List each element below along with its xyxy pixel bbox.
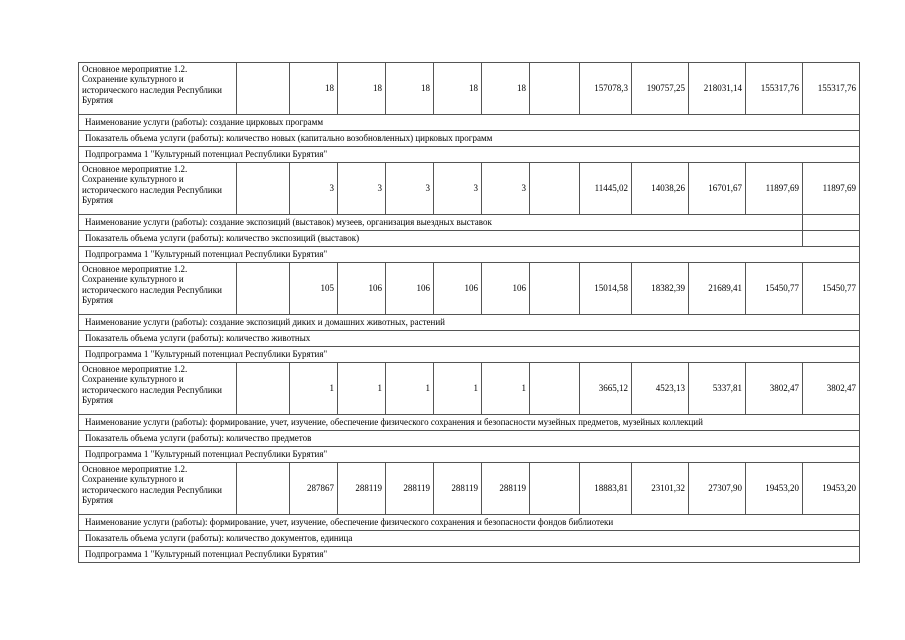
finance-value: 18382,39	[632, 263, 689, 315]
indicator-value: 3	[482, 163, 530, 215]
empty-cell	[803, 231, 860, 247]
indicator-value: 3	[338, 163, 386, 215]
empty-cell	[237, 63, 290, 115]
finance-value: 11897,69	[746, 163, 803, 215]
service-name-row-text: Наименование услуги (работы): создание экспозиций (выставок) музеев, организация выездных выставок	[79, 215, 803, 231]
activity-name: Основное мероприятие 1.2. Сохранение культурного и исторического наследия Республики Бурятия	[79, 363, 237, 415]
empty-cell	[237, 463, 290, 515]
indicator-value: 18	[482, 63, 530, 115]
activity-row	[79, 163, 860, 215]
finance-value: 16701,67	[689, 163, 746, 215]
finance-value: 155317,76	[803, 63, 860, 115]
subprogram-row	[79, 447, 860, 463]
subprogram-row	[79, 247, 860, 263]
volume-indicator-row-text: Показатель объема услуги (работы): количество новых (капитально возобновленных) цирковых программ	[79, 131, 860, 147]
service-name-row-text: Наименование услуги (работы): создание экспозиций диких и домашних животных, растений	[79, 315, 860, 331]
empty-cell	[530, 263, 580, 315]
finance-value: 190757,25	[632, 63, 689, 115]
finance-value: 155317,76	[746, 63, 803, 115]
finance-value: 27307,90	[689, 463, 746, 515]
activity-row	[79, 363, 860, 415]
indicator-value: 1	[434, 363, 482, 415]
indicator-value: 106	[386, 263, 434, 315]
finance-value: 3665,12	[580, 363, 632, 415]
indicator-value: 18	[434, 63, 482, 115]
finance-value: 4523,13	[632, 363, 689, 415]
indicator-value: 288119	[386, 463, 434, 515]
empty-cell	[530, 63, 580, 115]
service-name-row	[79, 115, 860, 131]
volume-indicator-row-text: Показатель объема услуги (работы): количество документов, единица	[79, 531, 860, 547]
volume-indicator-row-text: Показатель объема услуги (работы): количество экспозиций (выставок)	[79, 231, 803, 247]
activity-row	[79, 63, 860, 115]
service-name-row	[79, 215, 860, 231]
subprogram-row-text: Подпрограмма 1 "Культурный потенциал Республики Бурятия"	[79, 547, 860, 563]
indicator-value: 106	[338, 263, 386, 315]
finance-value: 3802,47	[746, 363, 803, 415]
indicator-value: 288119	[434, 463, 482, 515]
empty-cell	[237, 363, 290, 415]
indicator-value: 3	[290, 163, 338, 215]
activity-row	[79, 263, 860, 315]
finance-value: 5337,81	[689, 363, 746, 415]
service-name-row-text: Наименование услуги (работы): формирование, учет, изучение, обеспечение физического сохранения и безопасности фондов библиотеки	[79, 515, 860, 531]
indicator-value: 1	[482, 363, 530, 415]
state-assignment-table	[78, 62, 860, 563]
finance-value: 218031,14	[689, 63, 746, 115]
subprogram-row	[79, 547, 860, 563]
subprogram-row-text: Подпрограмма 1 "Культурный потенциал Республики Бурятия"	[79, 247, 860, 263]
indicator-value: 18	[338, 63, 386, 115]
finance-value: 21689,41	[689, 263, 746, 315]
activity-name: Основное мероприятие 1.2. Сохранение культурного и исторического наследия Республики Бурятия	[79, 163, 237, 215]
finance-value: 11445,02	[580, 163, 632, 215]
indicator-value: 3	[386, 163, 434, 215]
service-name-row-text: Наименование услуги (работы): создание цирковых программ	[79, 115, 860, 131]
volume-indicator-row	[79, 531, 860, 547]
indicator-value: 1	[386, 363, 434, 415]
indicator-value: 106	[482, 263, 530, 315]
activity-name: Основное мероприятие 1.2. Сохранение культурного и исторического наследия Республики Бурятия	[79, 463, 237, 515]
volume-indicator-row	[79, 331, 860, 347]
activity-name: Основное мероприятие 1.2. Сохранение культурного и исторического наследия Республики Бурятия	[79, 263, 237, 315]
finance-value: 14038,26	[632, 163, 689, 215]
subprogram-row-text: Подпрограмма 1 "Культурный потенциал Республики Бурятия"	[79, 147, 860, 163]
finance-value: 15014,58	[580, 263, 632, 315]
volume-indicator-row	[79, 431, 860, 447]
indicator-value: 288119	[482, 463, 530, 515]
empty-cell	[530, 463, 580, 515]
activity-row	[79, 463, 860, 515]
volume-indicator-row-text: Показатель объема услуги (работы): количество животных	[79, 331, 860, 347]
subprogram-row	[79, 347, 860, 363]
activity-name: Основное мероприятие 1.2. Сохранение культурного и исторического наследия Республики Бурятия	[79, 63, 237, 115]
finance-value: 11897,69	[803, 163, 860, 215]
finance-value: 19453,20	[803, 463, 860, 515]
finance-value: 19453,20	[746, 463, 803, 515]
finance-value: 3802,47	[803, 363, 860, 415]
volume-indicator-row	[79, 131, 860, 147]
subprogram-row-text: Подпрограмма 1 "Культурный потенциал Республики Бурятия"	[79, 347, 860, 363]
empty-cell	[530, 363, 580, 415]
service-name-row	[79, 315, 860, 331]
volume-indicator-row	[79, 231, 860, 247]
empty-cell	[530, 163, 580, 215]
finance-value: 18883,81	[580, 463, 632, 515]
empty-cell	[803, 215, 860, 231]
empty-cell	[237, 263, 290, 315]
indicator-value: 1	[290, 363, 338, 415]
finance-value: 157078,3	[580, 63, 632, 115]
empty-cell	[237, 163, 290, 215]
service-name-row	[79, 415, 860, 431]
subprogram-row-text: Подпрограмма 1 "Культурный потенциал Республики Бурятия"	[79, 447, 860, 463]
indicator-value: 18	[386, 63, 434, 115]
finance-value: 15450,77	[746, 263, 803, 315]
subprogram-row	[79, 147, 860, 163]
indicator-value: 1	[338, 363, 386, 415]
service-name-row	[79, 515, 860, 531]
finance-value: 23101,32	[632, 463, 689, 515]
service-name-row-text: Наименование услуги (работы): формирование, учет, изучение, обеспечение физического сохранения и безопасности музейных предметов, музейных коллекций	[79, 415, 860, 431]
indicator-value: 18	[290, 63, 338, 115]
indicator-value: 3	[434, 163, 482, 215]
indicator-value: 105	[290, 263, 338, 315]
indicator-value: 106	[434, 263, 482, 315]
indicator-value: 288119	[338, 463, 386, 515]
volume-indicator-row-text: Показатель объема услуги (работы): количество предметов	[79, 431, 860, 447]
indicator-value: 287867	[290, 463, 338, 515]
finance-value: 15450,77	[803, 263, 860, 315]
